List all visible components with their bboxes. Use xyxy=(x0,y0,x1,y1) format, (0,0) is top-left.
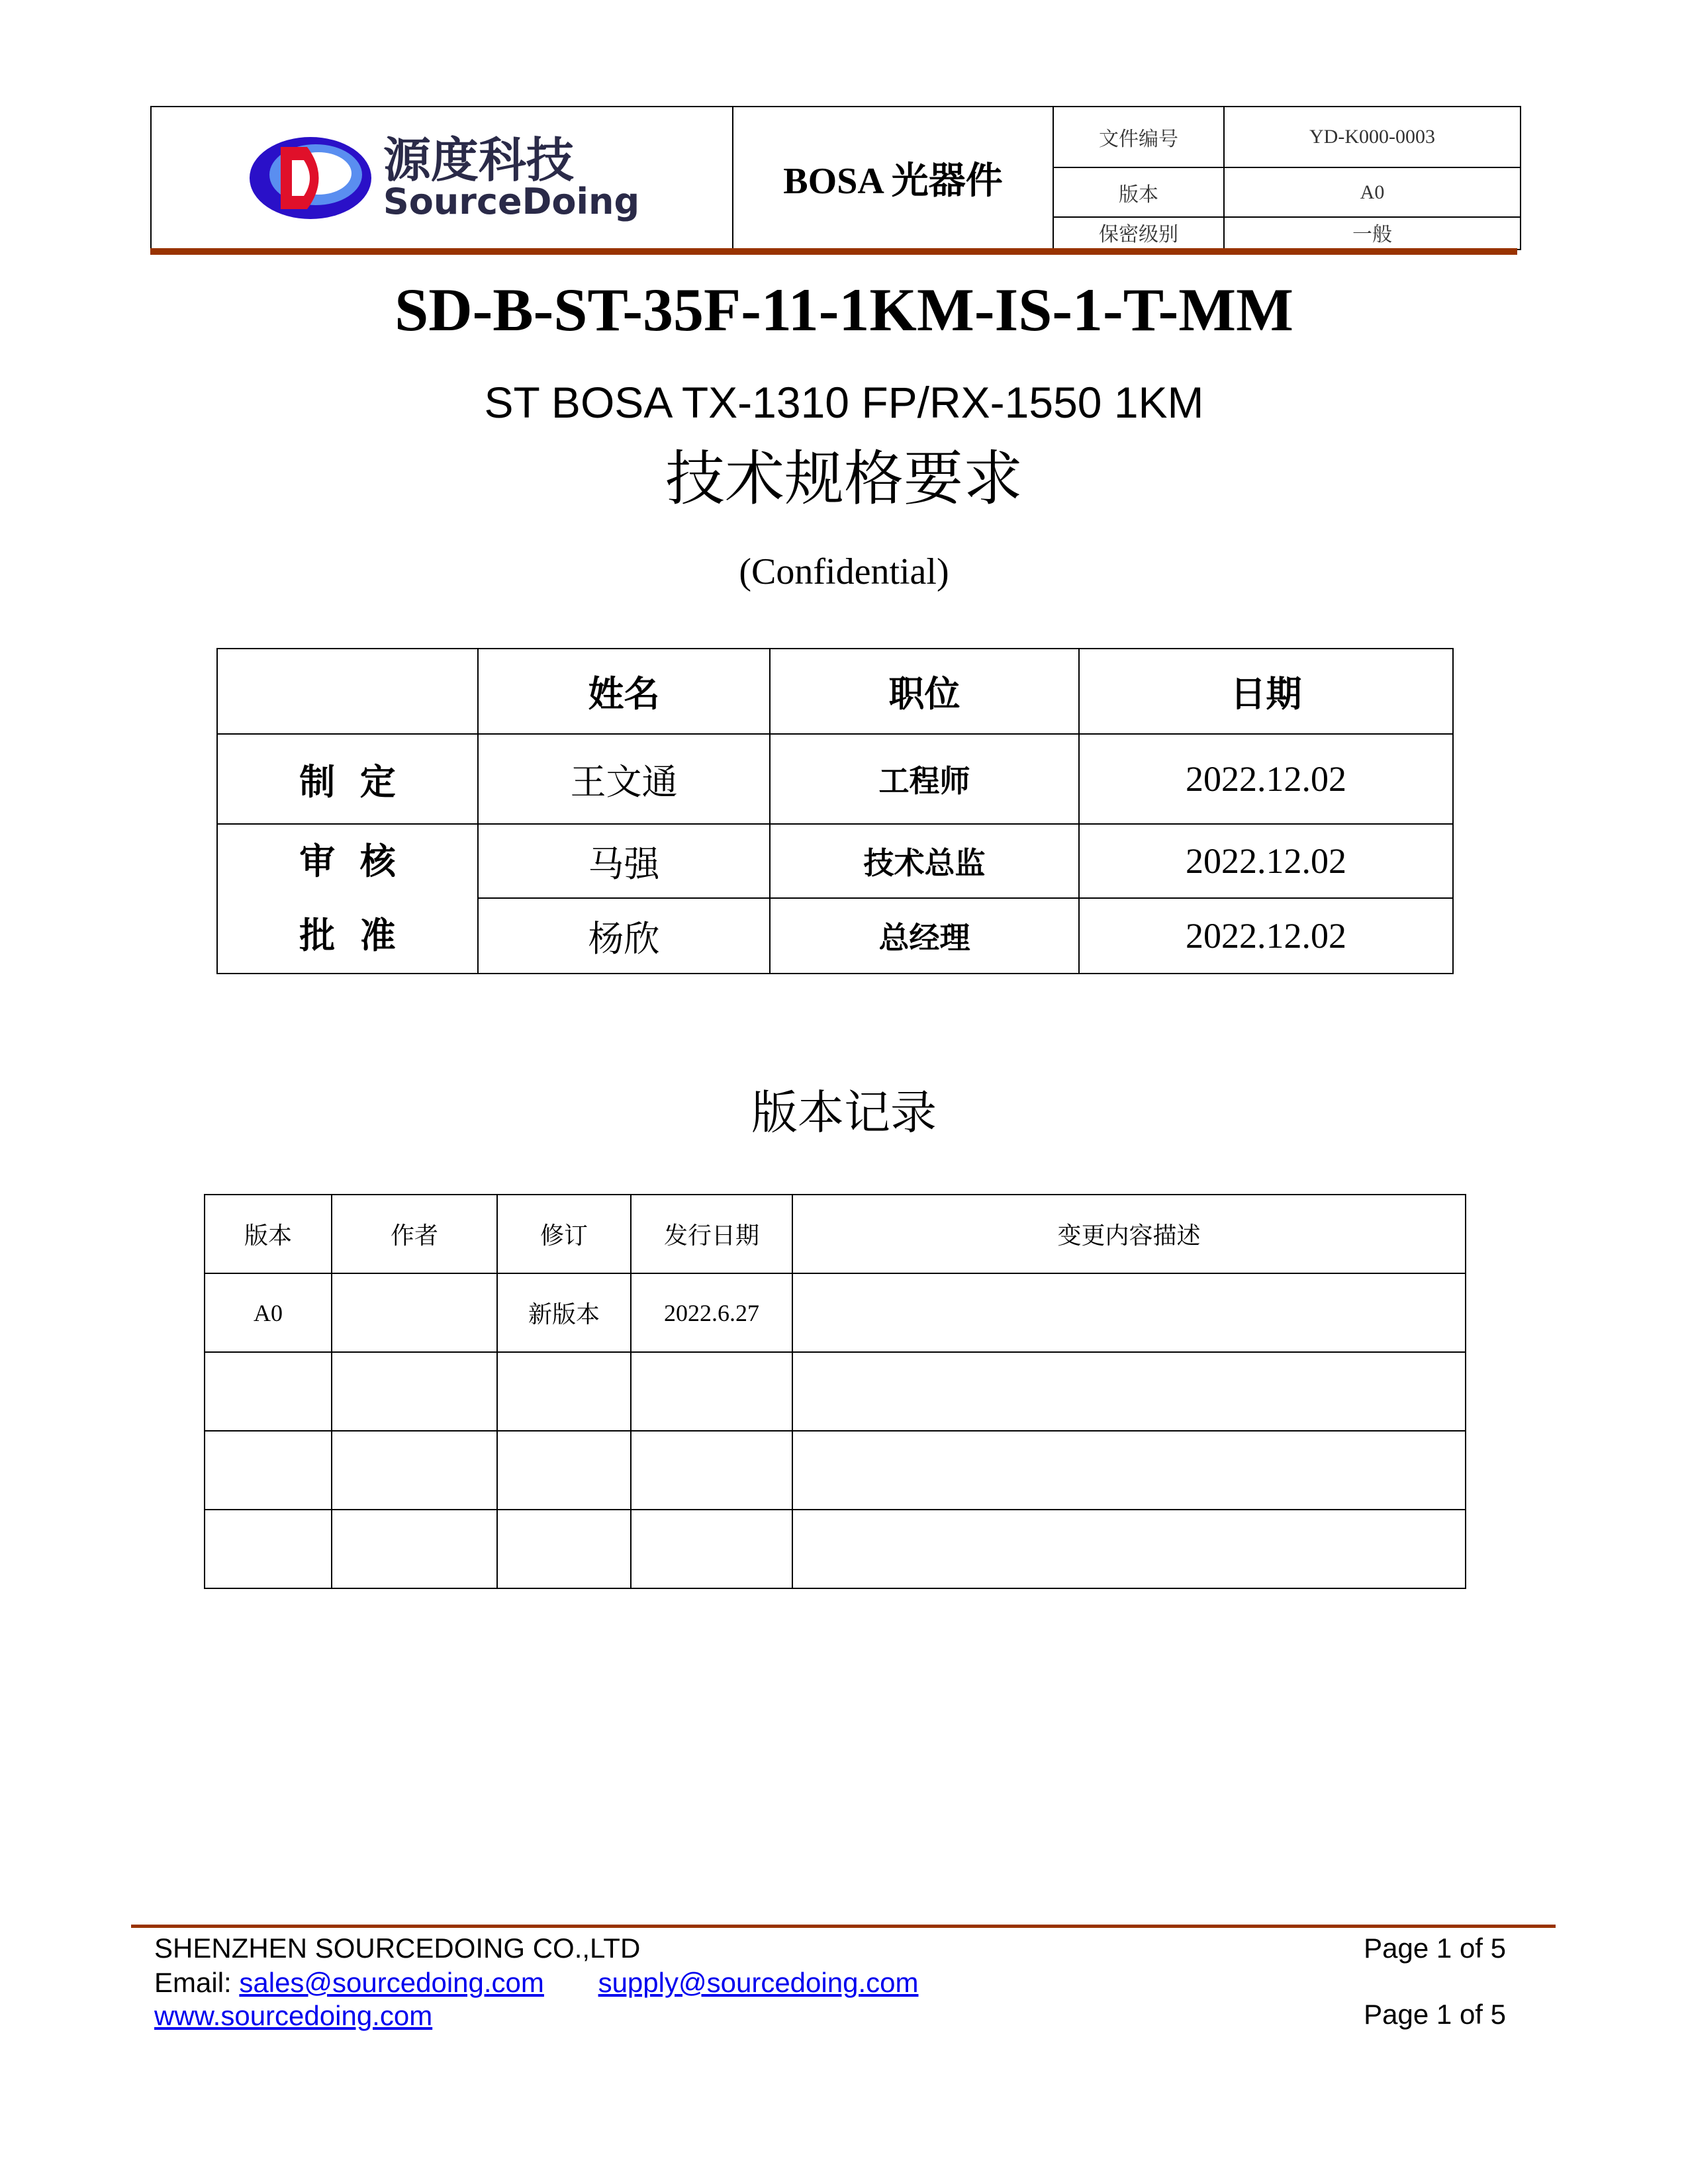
header-rule xyxy=(150,248,1517,255)
table-row xyxy=(217,734,1453,824)
table-row xyxy=(205,1273,1466,1352)
col-description: 变更内容描述 xyxy=(792,1195,1466,1273)
cell xyxy=(497,1510,631,1588)
revision-header-row xyxy=(205,1195,1466,1273)
cell xyxy=(205,1431,332,1510)
table-row xyxy=(205,1431,1466,1510)
cell xyxy=(497,1352,631,1431)
position-cell: 工程师 xyxy=(770,734,1079,824)
table-row xyxy=(205,1510,1466,1588)
name-cell: 杨欣 xyxy=(478,898,770,974)
doc-number-value: YD-K000-0003 xyxy=(1224,107,1521,167)
revision-table xyxy=(204,1194,1466,1589)
role-cell: 制 定 xyxy=(217,734,478,824)
table-row xyxy=(217,824,1453,898)
spec-title: 技术规格要求 xyxy=(665,444,1023,514)
product-subtitle: ST BOSA TX-1310 FP/RX-1550 1KM xyxy=(484,378,1204,427)
doc-number-label: 文件编号 xyxy=(1053,107,1224,167)
cell xyxy=(631,1431,792,1510)
cell xyxy=(205,1352,332,1431)
cell xyxy=(332,1273,497,1352)
logo-cell xyxy=(151,107,733,250)
cell xyxy=(792,1431,1466,1510)
position-cell: 总经理 xyxy=(770,898,1079,974)
col-date: 发行日期 xyxy=(631,1195,792,1273)
logo-mark-icon xyxy=(244,128,377,228)
cell: A0 xyxy=(205,1273,332,1352)
company-name: SHENZHEN SOURCEDOING CO.,LTD xyxy=(154,1933,641,1964)
cell: 2022.6.27 xyxy=(631,1273,792,1352)
approval-header-date: 日期 xyxy=(1079,649,1453,734)
page-number-2: Page 1 of 5 xyxy=(1364,1999,1506,2030)
sales-email-link[interactable]: sales@sourcedoing.com xyxy=(239,1967,544,1998)
page-number: Page 1 of 5 xyxy=(1364,1933,1506,1964)
col-version: 版本 xyxy=(205,1195,332,1273)
version-value: A0 xyxy=(1224,167,1521,217)
date-cell: 2022.12.02 xyxy=(1079,824,1453,898)
table-row xyxy=(205,1352,1466,1431)
approval-header-title: 职位 xyxy=(770,649,1079,734)
company-logo xyxy=(152,128,732,228)
approval-header-name: 姓名 xyxy=(478,649,770,734)
revision-title: 版本记录 xyxy=(751,1085,937,1140)
website-link[interactable]: www.sourcedoing.com xyxy=(154,2000,433,2031)
cell xyxy=(792,1352,1466,1431)
name-cell: 王文通 xyxy=(478,734,770,824)
cell xyxy=(792,1273,1466,1352)
product-category: BOSA 光器件 xyxy=(733,107,1053,250)
part-number: SD-B-ST-35F-11-1KM-IS-1-T-MM xyxy=(395,276,1293,343)
cell xyxy=(792,1510,1466,1588)
email-line xyxy=(154,1967,918,1999)
confidential-label: (Confidential) xyxy=(739,551,949,592)
position-cell: 技术总监 xyxy=(770,824,1079,898)
date-cell: 2022.12.02 xyxy=(1079,734,1453,824)
cell xyxy=(332,1352,497,1431)
supply-email-link[interactable]: supply@sourcedoing.com xyxy=(598,1967,919,1998)
name-cell: 马强 xyxy=(478,824,770,898)
cell: 新版本 xyxy=(497,1273,631,1352)
cell xyxy=(205,1510,332,1588)
approval-header-blank xyxy=(217,649,478,734)
approval-table xyxy=(216,648,1454,974)
cell xyxy=(497,1431,631,1510)
date-cell: 2022.12.02 xyxy=(1079,898,1453,974)
col-author: 作者 xyxy=(332,1195,497,1273)
header-table xyxy=(150,106,1521,250)
logo-cn: 源度科技 xyxy=(383,132,574,188)
role-cell: 审 核 批 准 xyxy=(217,824,478,974)
cell xyxy=(631,1352,792,1431)
security-value: 一般 xyxy=(1224,217,1521,250)
cell xyxy=(332,1431,497,1510)
col-revision: 修订 xyxy=(497,1195,631,1273)
cell xyxy=(631,1510,792,1588)
email-label: Email: xyxy=(154,1967,232,1998)
version-label: 版本 xyxy=(1053,167,1224,217)
footer-rule xyxy=(131,1925,1556,1928)
logo-en: SourceDoing xyxy=(383,181,640,222)
cell xyxy=(332,1510,497,1588)
security-label: 保密级别 xyxy=(1053,217,1224,250)
